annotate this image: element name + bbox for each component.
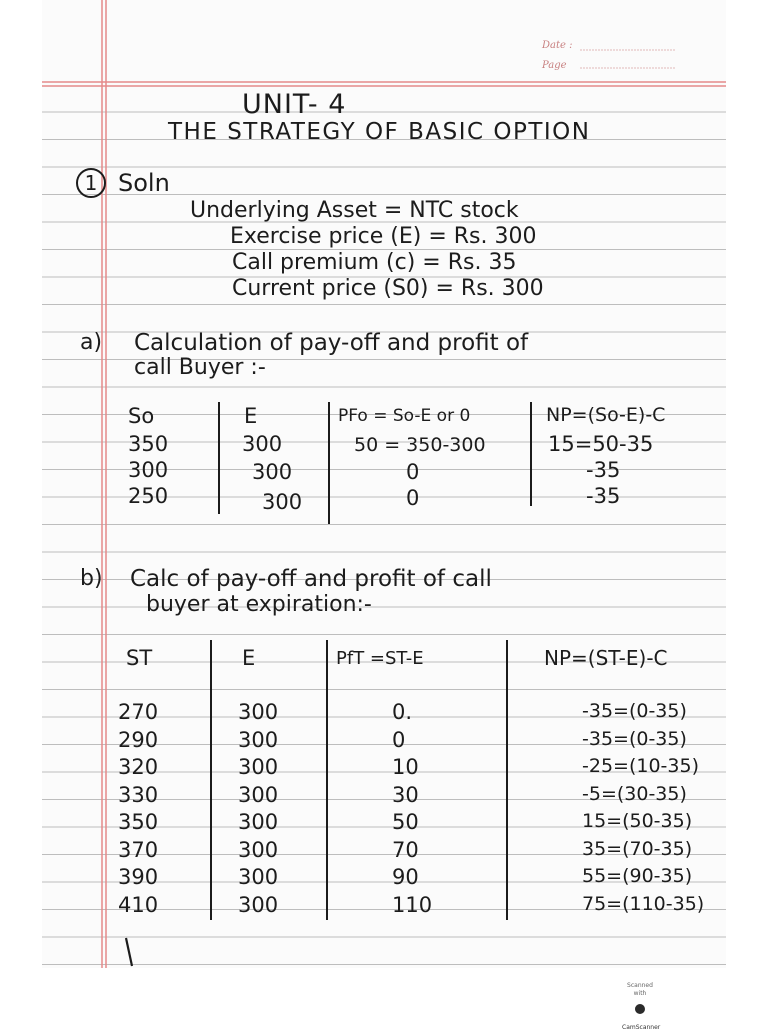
table-b-row-2-payoff: 0 — [392, 727, 406, 752]
table-b-row-5-e: 300 — [238, 810, 279, 834]
table-b-row-8-payoff: 110 — [392, 892, 433, 917]
page-label: Page — [542, 60, 567, 71]
unit-title: UNIT- 4 — [242, 89, 347, 120]
table-b-row-2-st: 290 — [118, 727, 159, 752]
part-b-label: b) — [80, 566, 103, 591]
table-b-row-3-e: 300 — [238, 755, 279, 779]
table-b-divider-1 — [210, 640, 212, 920]
table-b-row-3-st: 320 — [118, 755, 159, 779]
table-b-divider-3 — [506, 640, 508, 920]
table-b-row-1-np: -35=(0-35) — [582, 700, 687, 722]
table-a-divider-2 — [328, 402, 330, 524]
given-line-1: Underlying Asset = NTC stock — [190, 198, 519, 223]
page-title: THE STRATEGY OF BASIC OPTION — [168, 119, 591, 145]
table-b-header-st: ST — [126, 646, 153, 670]
notebook-page — [42, 0, 726, 968]
given-line-2: Exercise price (E) = Rs. 300 — [230, 224, 537, 249]
table-a-row-1-s0: 350 — [128, 432, 169, 456]
table-b-row-7-payoff: 90 — [392, 865, 419, 889]
scanner-watermark-line-1: Scanned with — [627, 982, 653, 997]
table-a-divider-1 — [218, 402, 220, 514]
table-b-row-8-np: 75=(110-35) — [582, 892, 705, 915]
soln-label: Soln — [118, 169, 170, 197]
table-b-row-1-payoff: 0. — [392, 700, 413, 724]
table-a-header-np: NP=(So-E)-C — [546, 404, 666, 426]
table-b-row-1-st: 270 — [118, 700, 159, 724]
table-a-row-2-np: -35 — [586, 458, 621, 482]
table-b-row-7-st: 390 — [118, 865, 159, 889]
table-b-row-6-payoff: 70 — [392, 837, 419, 862]
part-a-heading-line-1: Calculation of pay-off and profit of — [134, 330, 529, 356]
table-b-row-2-np: -35=(0-35) — [582, 727, 687, 750]
table-b-row-8-st: 410 — [118, 892, 159, 917]
table-b-row-5-st: 350 — [118, 810, 159, 834]
table-b-row-6-e: 300 — [238, 837, 279, 862]
part-a-heading-line-2: call Buyer :- — [134, 355, 266, 380]
date-label: Date : — [542, 40, 573, 51]
table-a-header-s0: So — [128, 404, 155, 428]
table-b-row-2-e: 300 — [238, 727, 279, 752]
table-b-row-1-e: 300 — [238, 700, 279, 724]
table-b-row-4-e: 300 — [238, 782, 279, 807]
table-a-row-1-np: 15=50-35 — [548, 432, 654, 456]
scanner-watermark-line-2: CamScanner — [622, 1024, 661, 1031]
table-b-header-payoff: PfT =ST-E — [336, 648, 424, 669]
table-b-row-6-st: 370 — [118, 837, 159, 862]
table-b-row-7-np: 55=(90-35) — [582, 865, 693, 887]
table-b-divider-2 — [326, 640, 328, 920]
table-b-row-4-st: 330 — [118, 782, 159, 807]
table-a-header-e: E — [244, 404, 258, 428]
part-b-heading-line-1: Calc of pay-off and profit of call — [130, 566, 492, 592]
header-underlines — [580, 48, 680, 72]
given-line-3: Call premium (c) = Rs. 35 — [232, 250, 517, 275]
table-b-row-8-e: 300 — [238, 892, 279, 917]
table-b-row-5-np: 15=(50-35) — [582, 810, 693, 832]
table-b-row-4-payoff: 30 — [392, 782, 419, 807]
table-a-row-3-s0: 250 — [128, 484, 169, 508]
table-b-header-np: NP=(ST-E)-C — [544, 646, 668, 670]
given-line-4: Current price (S0) = Rs. 300 — [232, 276, 544, 301]
pen-stroke — [122, 936, 142, 968]
table-a-divider-3 — [530, 402, 532, 506]
table-a-row-1-payoff: 50 = 350-300 — [354, 434, 486, 456]
table-a-header-payoff: PFo = So-E or 0 — [338, 406, 471, 426]
table-b-row-3-payoff: 10 — [392, 755, 419, 779]
part-a-label: a) — [80, 330, 103, 355]
table-a-row-2-e: 300 — [252, 460, 293, 484]
table-a-row-3-payoff: 0 — [406, 486, 420, 510]
table-a-row-3-np: -35 — [586, 484, 621, 508]
question-number: 1 — [76, 168, 106, 198]
table-a-row-3-e: 300 — [262, 490, 303, 514]
camscanner-logo-icon — [635, 1004, 645, 1014]
part-b-heading-line-2: buyer at expiration:- — [146, 592, 372, 617]
table-b-header-e: E — [242, 646, 256, 670]
table-a-row-2-s0: 300 — [128, 458, 169, 482]
table-b-row-5-payoff: 50 — [392, 810, 419, 834]
table-b-row-6-np: 35=(70-35) — [582, 837, 693, 860]
table-b-row-7-e: 300 — [238, 865, 279, 889]
table-b-row-4-np: -5=(30-35) — [582, 782, 687, 805]
scanner-watermark — [622, 982, 661, 1031]
table-a-row-2-payoff: 0 — [406, 460, 420, 484]
table-b-row-3-np: -25=(10-35) — [582, 755, 699, 777]
table-a-row-1-e: 300 — [242, 432, 283, 456]
